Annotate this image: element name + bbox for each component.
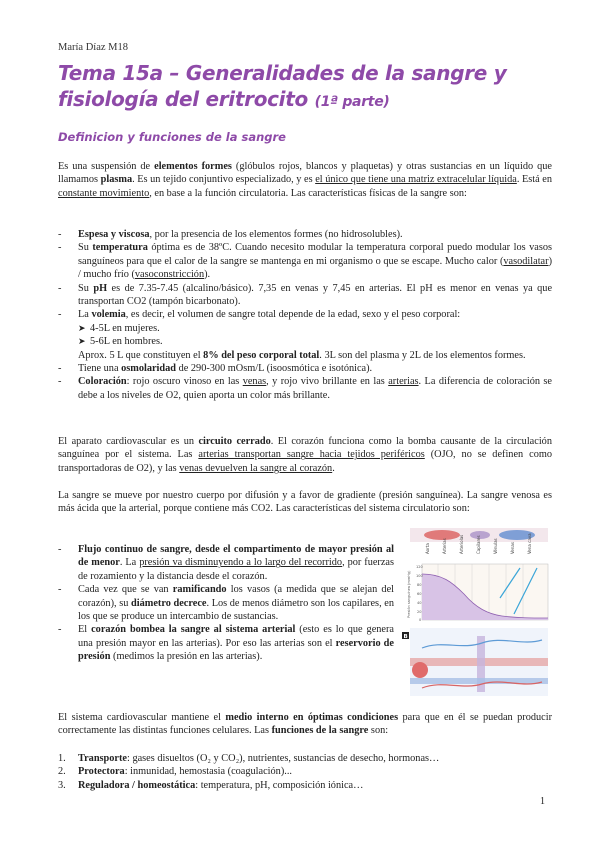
list-item: - Cada vez que se van ramificando los vasos (a medida que se alejan del corazón), su diámetro decrece. Los de menos diámetro son los capilares, en los que se produce un intercambio de sustancias. — [58, 584, 394, 623]
internal-medium-paragraph: El sistema cardiovascular mantiene el medio interno en óptimas condiciones para que en él se puedan producir correctamente las distintas funciones celulares. Las funciones de la sangre son: — [58, 712, 553, 737]
svg-text:120: 120 — [416, 565, 423, 569]
list-item: - Su pH es de 7.35-7.45 (alcalino/básico). 7,35 en venas y 7,45 en arterias. El pH es menor en venas ya que transportan CO2 (tampón bicarbonato). — [58, 282, 553, 308]
list-item: 1. Transporte: gases disueltos (O₂ y CO₂), nutrientes, sustancias de desecho, hormonas… — [58, 753, 440, 764]
figure-label: B — [403, 634, 408, 640]
list-item: - La volemia, es decir, el volumen de sangre total depende de la edad, sexo y el peso corporal: — [58, 309, 461, 321]
page-title: Tema 15a – Generalidades de la sangre y fisiología del eritrocito (1ª parte) — [58, 61, 507, 111]
col-label: Capilares — [476, 535, 481, 554]
list-item: - Tiene una osmolaridad de 290-300 mOsm/L (isoosmótica e isotónica). — [58, 363, 373, 375]
list-item: 3. Reguladora / homeostática: temperatura, pH, composición iónica… — [58, 779, 364, 791]
list-item: - Coloración: rojo oscuro vinoso en las venas, y rojo vivo brillante en las arterias. La diferencia de coloración se debe a los niveles de O2, quien aporta un color más brillante. — [58, 376, 552, 401]
intro-paragraph: Es una suspensión de elementos formes (glóbulos rojos, blancos y plaquetas) y otras sustancias en un líquido que llamamos plasma. Es un tejido conjuntivo especializado, y es el único que tiene una matriz extracelular líquida. Está en constante movimiento, en base a la función circulatoria. Las características físicas de la sangre son: — [58, 161, 552, 199]
characteristics-list — [58, 228, 552, 402]
list-item: - Espesa y viscosa, por la presencia de los elementos formes (no hidrosolubles). — [58, 229, 403, 240]
col-label: Arterias — [442, 538, 447, 554]
title-part: (1ª parte) — [314, 94, 390, 110]
list-item: - Su temperatura óptima es de 38ºC. Cuando necesito modular la temperatura corporal puedo modular los vasos sanguíneos para que el calor de la sangre se mantenga en mi organismo o que se escape. Mucho calor (vasodilatar) / mucho frío (vasoconstricción). — [58, 242, 552, 281]
arrowhead-bullet-icon: ➤ — [78, 336, 86, 347]
system-list — [58, 543, 394, 664]
col-label: Aorta — [425, 543, 430, 554]
svg-text:80: 80 — [417, 583, 422, 587]
svg-text:0: 0 — [419, 618, 422, 622]
circuit-paragraph: El aparato cardiovascular es un circuito cerrado. El corazón funciona como la bomba causante de la circulación sanguínea por el sistema. Las arterias transportan sangre hacia tejidos periféricos (OJO, no se definen como transportadoras de O2), y las venas devuelven la sangre al corazón. — [58, 436, 552, 474]
svg-text:60: 60 — [417, 592, 422, 596]
section-heading: Definicion y funciones de la sangre — [58, 130, 286, 144]
list-item: - El corazón bombea la sangre al sistema arterial (esto es lo que genera una presión mayor en las arterias). Por eso las arterias son el reservorio de presión (medimos la presión en las arterias). — [58, 624, 394, 663]
col-label: Arteriolas — [459, 534, 464, 554]
volemia-note: Aprox. 5 L que constituyen el 8% del peso corporal total. 3L son del plasma y 2L de los elementos formes. — [78, 349, 526, 361]
movement-paragraph: La sangre se mueve por nuestro cuerpo por difusión y a favor de gradiente (presión sanguínea). La sangre venosa es más ácida que la arterial, porque contiene más CO2. Las características del sistema circulatorio son: — [58, 490, 552, 515]
list-item: - Flujo continuo de sangre, desde el compartimento de mayor presión al de menor. La presión va disminuyendo a lo largo del recorrido, por fuerzas de rozamiento y la distancia desde el corazón. — [58, 544, 394, 582]
col-label: Vénulas — [493, 538, 498, 554]
functions-list — [58, 752, 552, 792]
author-header: María Díaz M18 — [58, 42, 128, 53]
blood-pressure-figure — [402, 528, 550, 696]
svg-text:20: 20 — [417, 610, 422, 614]
sub-list-item: ➤ 4-5L en mujeres. — [78, 322, 160, 334]
arrowhead-bullet-icon: ➤ — [78, 322, 86, 333]
y-axis-label: Presión sanguínea (mmHg) — [407, 570, 411, 618]
svg-text:40: 40 — [417, 601, 422, 605]
svg-text:100: 100 — [416, 574, 423, 578]
col-label: Venas — [510, 542, 515, 554]
venous-band — [410, 678, 548, 684]
list-item: 2. Protectora: inmunidad, hemostasia (coagulación)... — [58, 766, 292, 778]
heart-shape — [412, 662, 428, 678]
col-label: Vena cava — [527, 533, 532, 554]
sub-list-item: ➤ 5-6L en hombres. — [78, 336, 163, 348]
page-number: 1 — [540, 796, 545, 807]
y-ticks — [416, 565, 423, 622]
